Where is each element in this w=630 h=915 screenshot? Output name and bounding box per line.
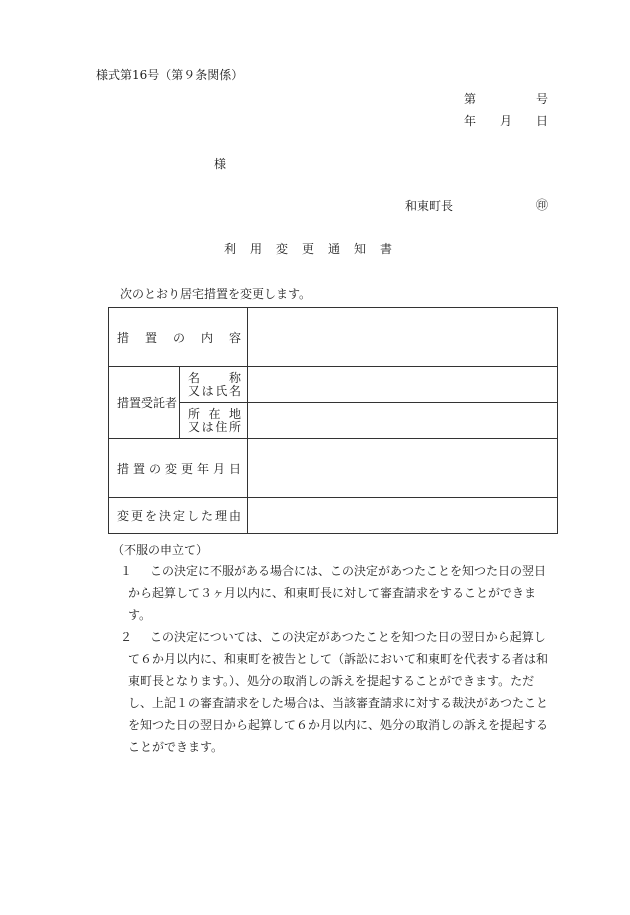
change-date-value-cell[interactable] (248, 439, 558, 498)
label-cell (109, 367, 180, 439)
contractor-address-value-cell[interactable] (248, 403, 558, 439)
sub-label-cell (180, 403, 248, 439)
appeal-item (120, 560, 550, 626)
appeal-list (120, 560, 550, 758)
appeal-item-text: この決定に不服がある場合には、この決定があつたことを知つた日の翌日から起算して３ヶ月以内に、和東町長に対して審査請求をすることができます。 (128, 564, 547, 622)
row-label-reason: 変 更 を 決 定 し た 理 由 (117, 509, 242, 523)
content-value-cell[interactable] (248, 308, 558, 367)
form-number: 様式第16号（第９条関係） (96, 68, 244, 82)
label-cell (109, 498, 248, 534)
date-year-label: 年 (464, 114, 477, 128)
sub-label-name-line1: 名 称 (188, 370, 242, 385)
document-title: 利用変更通知書 (223, 242, 406, 256)
appeal-heading: （不服の申立て） (112, 543, 209, 557)
sub-label-address-line1: 所 在 地 (188, 406, 242, 421)
table-row-contractor-name (109, 367, 558, 403)
date-day-label: 日 (536, 114, 549, 128)
sub-label-name-line2: 又 は 氏 名 (188, 383, 241, 398)
form-table (108, 307, 558, 534)
sub-label-address-line2: 又 は 住 所 (188, 419, 241, 434)
issuer-name: 和東町長 (405, 199, 454, 213)
row-label-contractor: 措置受託者 (117, 396, 178, 410)
label-cell (109, 308, 248, 367)
intro-text: 次のとおり居宅措置を変更します。 (120, 287, 312, 301)
label-cell (109, 439, 248, 498)
seal-mark: ㊞ (536, 198, 549, 212)
contractor-name-value-cell[interactable] (248, 367, 558, 403)
table-row-content (109, 308, 558, 367)
table-row-change-date (109, 439, 558, 498)
appeal-item (120, 626, 550, 758)
appeal-item-number: １ (120, 564, 133, 578)
document-number-suffix: 号 (536, 92, 549, 106)
appeal-item-number: ２ (120, 630, 133, 644)
document-number-prefix: 第 (464, 92, 477, 106)
row-label-change-date: 措 置 の 変 更 年 月 日 (117, 461, 242, 476)
sub-label-cell (180, 367, 248, 403)
appeal-item-text: この決定については、この決定があつたことを知つた日の翌日から起算して６か月以内に、和東町を被告として（訴訟において和東町を代表する者は和東町長となります。）、処分の取消しの訴えを提起することができます。ただし、上記１の審査請求をした場合は、当該審査請求に対する裁決があつたことを知つた日の翌日から起算して６か月以内に、処分の取消しの訴えを提起することができます。 (128, 630, 549, 754)
recipient-honorific: 様 (214, 157, 227, 171)
table-row-reason (109, 498, 558, 534)
reason-value-cell[interactable] (248, 498, 558, 534)
row-label-content: 措 置 の 内 容 (117, 330, 242, 345)
date-month-label: 月 (500, 114, 513, 128)
